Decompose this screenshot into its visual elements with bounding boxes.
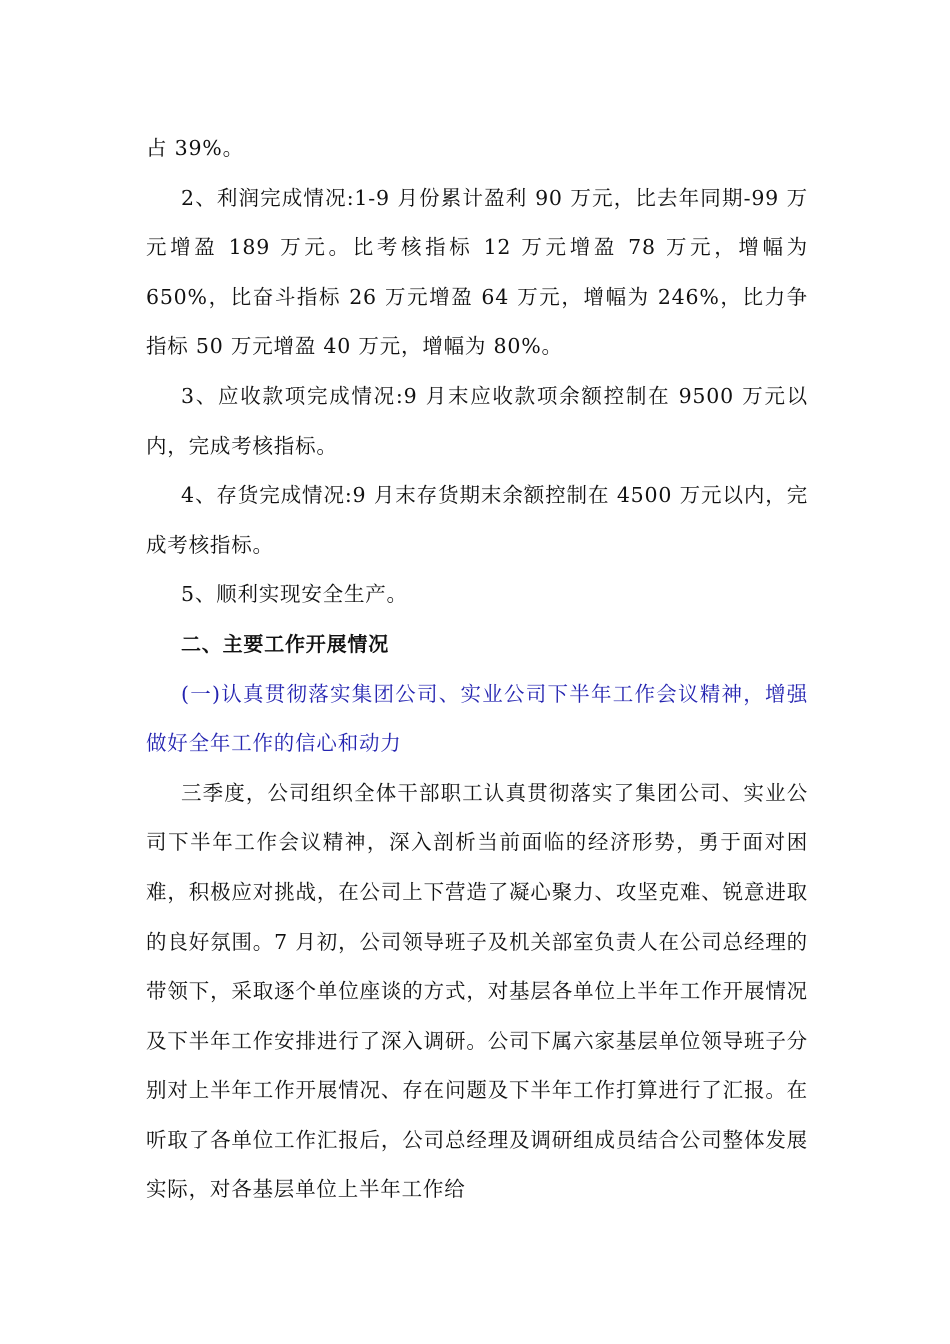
paragraph-profit: 2、利润完成情况:1-9 月份累计盈利 90 万元，比去年同期-99 万元增盈 189 万元。比考核指标 12 万元增盈 78 万元，增幅为 650%，比奋斗指标 26 万元增盈 64 万元，增幅为 246%，比力争指标 50 万元增盈 40 万元，增幅为 80%。 [146, 185, 808, 359]
paragraph-safety: 5、顺利实现安全生产。 [181, 582, 408, 607]
document-body [146, 124, 808, 1215]
subsection-heading: (一)认真贯彻落实集团公司、实业公司下半年工作会议精神，增强做好全年工作的信心和动力 [146, 681, 808, 756]
paragraph-receivables: 3、应收款项完成情况:9 月末应收款项余额控制在 9500 万元以内，完成考核指标。 [146, 383, 808, 458]
paragraph-meeting: 三季度，公司组织全体干部职工认真贯彻落实了集团公司、实业公司下半年工作会议精神，深入剖析当前面临的经济形势，勇于面对困难，积极应对挑战，在公司上下营造了凝心聚力、攻坚克难、锐意进取的良好氛围。7 月初，公司领导班子及机关部室负责人在公司总经理的带领下，采取逐个单位座谈的方式，对基层各单位上半年工作开展情况及下半年工作安排进行了深入调研。公司下属六家基层单位领导班子分别对上半年工作开展情况、存在问题及下半年工作打算进行了汇报。在听取了各单位工作汇报后，公司总经理及调研组成员结合公司整体发展实际，对各基层单位上半年工作给 [146, 780, 808, 1202]
paragraph-continuation: 占 39%。 [146, 136, 244, 160]
paragraph-inventory: 4、存货完成情况:9 月末存货期末余额控制在 4500 万元以内，完成考核指标。 [146, 483, 808, 557]
section-heading: 二、主要工作开展情况 [181, 631, 389, 656]
